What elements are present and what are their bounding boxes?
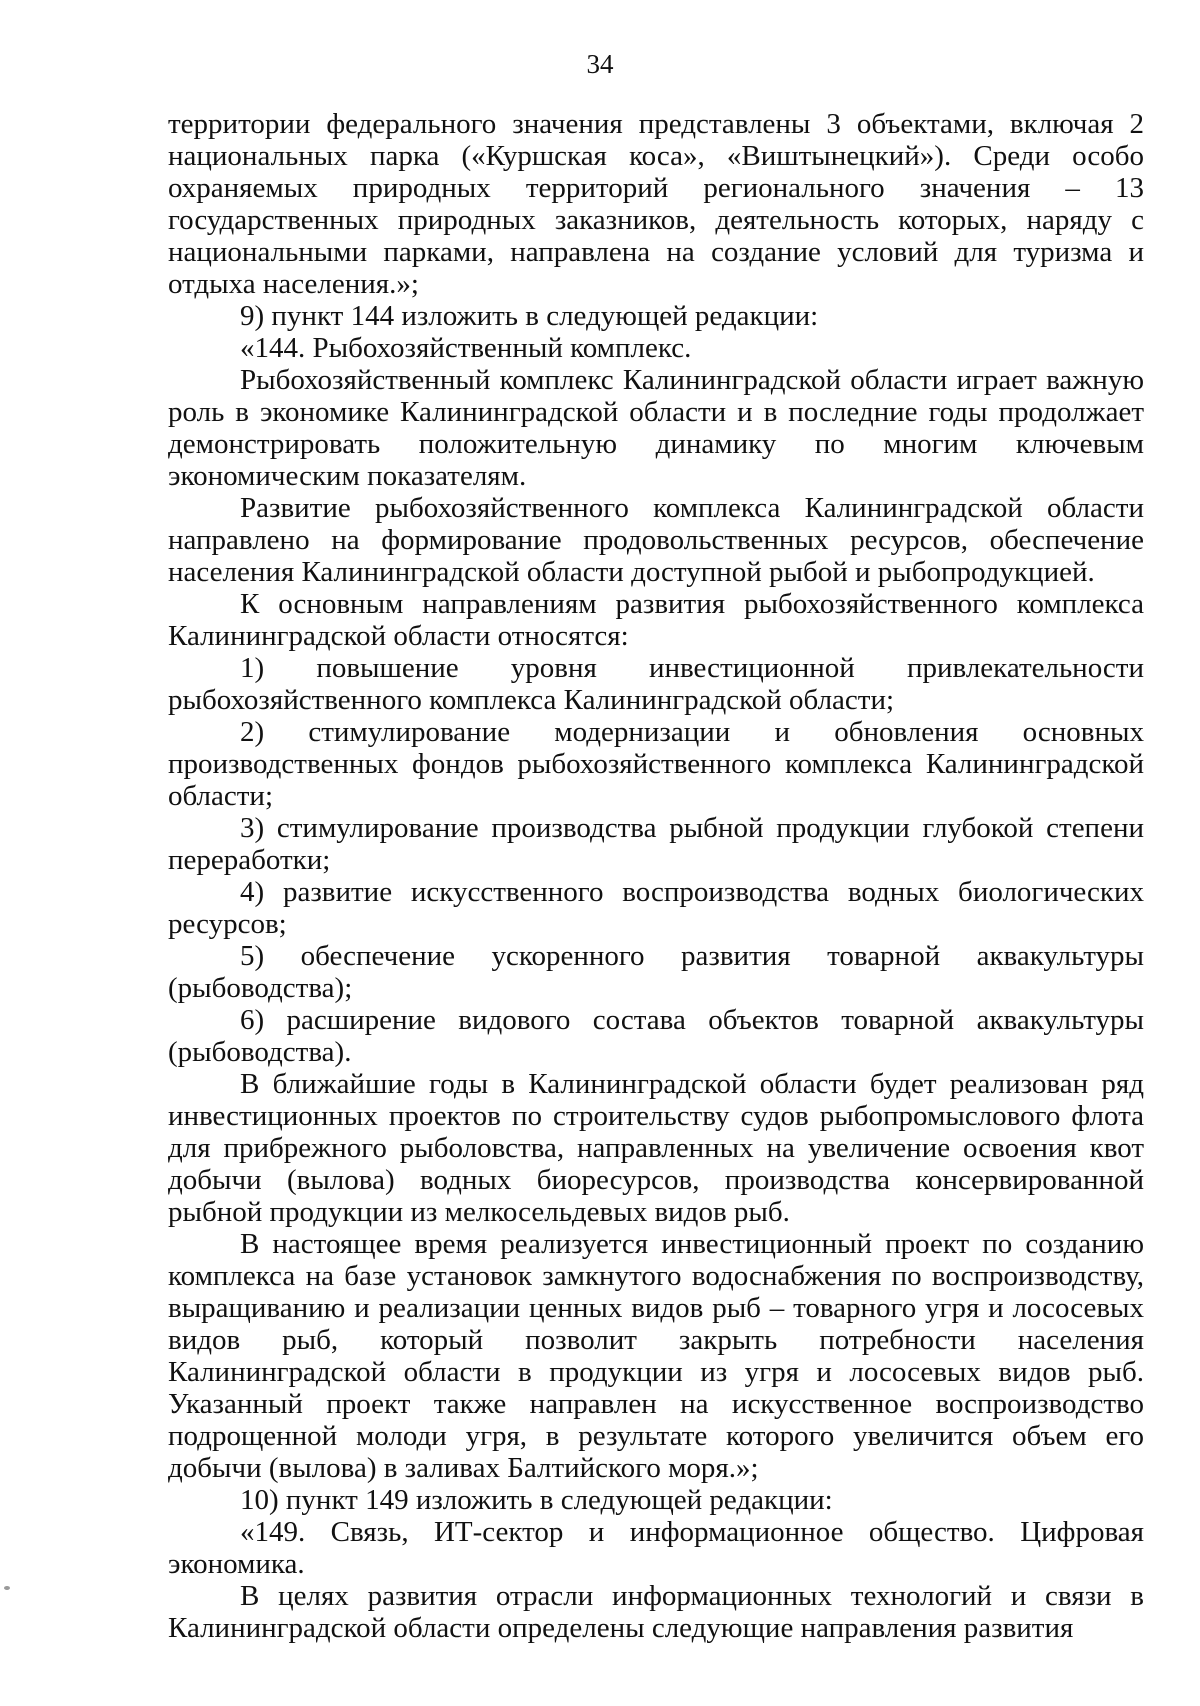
list-item: 2) стимулирование модернизации и обновления основных производственных фондов рыбохозяйственного комплекса Калининградской области;	[168, 716, 1144, 812]
list-item: 6) расширение видового состава объектов товарной аквакультуры (рыбоводства).	[168, 1004, 1144, 1068]
amendment-item-10: 10) пункт 149 изложить в следующей редакции:	[240, 1484, 833, 1516]
list-item: 4) развитие искусственного воспроизводства водных биологических ресурсов;	[168, 876, 1144, 940]
list-item: 5) обеспечение ускоренного развития товарной аквакультуры (рыбоводства);	[168, 940, 1144, 1004]
list-item: 1) повышение уровня инвестиционной привлекательности рыбохозяйственного комплекса Калининградской области;	[168, 652, 1144, 716]
paragraph: К основным направлениям развития рыбохозяйственного комплекса Калининградской области относятся:	[168, 588, 1144, 652]
list-item: 3) стимулирование производства рыбной продукции глубокой степени переработки;	[168, 812, 1144, 876]
paragraph: Развитие рыбохозяйственного комплекса Калининградской области направлено на формирование продовольственных ресурсов, обеспечение населения Калининградской области доступной рыбой и рыбопродукцией.	[168, 492, 1144, 588]
scan-artifact	[4, 1586, 10, 1590]
paragraph: Рыбохозяйственный комплекс Калининградской области играет важную роль в экономике Калининградской области и в последние годы продолжает демонстрировать положительную динамику по многим ключевым экономическим показателям.	[168, 364, 1144, 492]
section-heading-149: «149. Связь, ИТ-сектор и информационное общество. Цифровая экономика.	[168, 1516, 1144, 1580]
paragraph-continued: территории федерального значения представлены 3 объектами, включая 2 национальных парка («Куршская коса», «Виштынецкий»). Среди особо охраняемых природных территорий регионального значения – 13 государственных природных заказников, деятельность которых, наряду с национальными парками, направлена на создание условий для туризма и отдыха населения.»;	[168, 108, 1144, 300]
paragraph: В целях развития отрасли информационных технологий и связи в Калининградской области определены следующие направления развития	[168, 1580, 1144, 1644]
page-number: 34	[586, 49, 614, 79]
document-body	[168, 108, 1144, 1644]
paragraph: В ближайшие годы в Калининградской области будет реализован ряд инвестиционных проектов по строительству судов рыбопромыслового флота для прибрежного рыболовства, направленных на увеличение освоения квот добычи (вылова) водных биоресурсов, производства консервированной рыбной продукции из мелкосельдевых видов рыб.	[168, 1068, 1144, 1228]
section-heading-144: «144. Рыбохозяйственный комплекс.	[240, 332, 692, 364]
paragraph: В настоящее время реализуется инвестиционный проект по созданию комплекса на базе установок замкнутого водоснабжения по воспроизводству, выращиванию и реализации ценных видов рыб – товарного угря и лососевых видов рыб, который позволит закрыть потребности населения Калининградской области в продукции из угря и лососевых видов рыб. Указанный проект также направлен на искусственное воспроизводство подрощенной молоди угря, в результате которого увеличится объем его добычи (вылова) в заливах Балтийского моря.»;	[168, 1228, 1144, 1484]
amendment-item-9: 9) пункт 144 изложить в следующей редакции:	[240, 300, 819, 332]
